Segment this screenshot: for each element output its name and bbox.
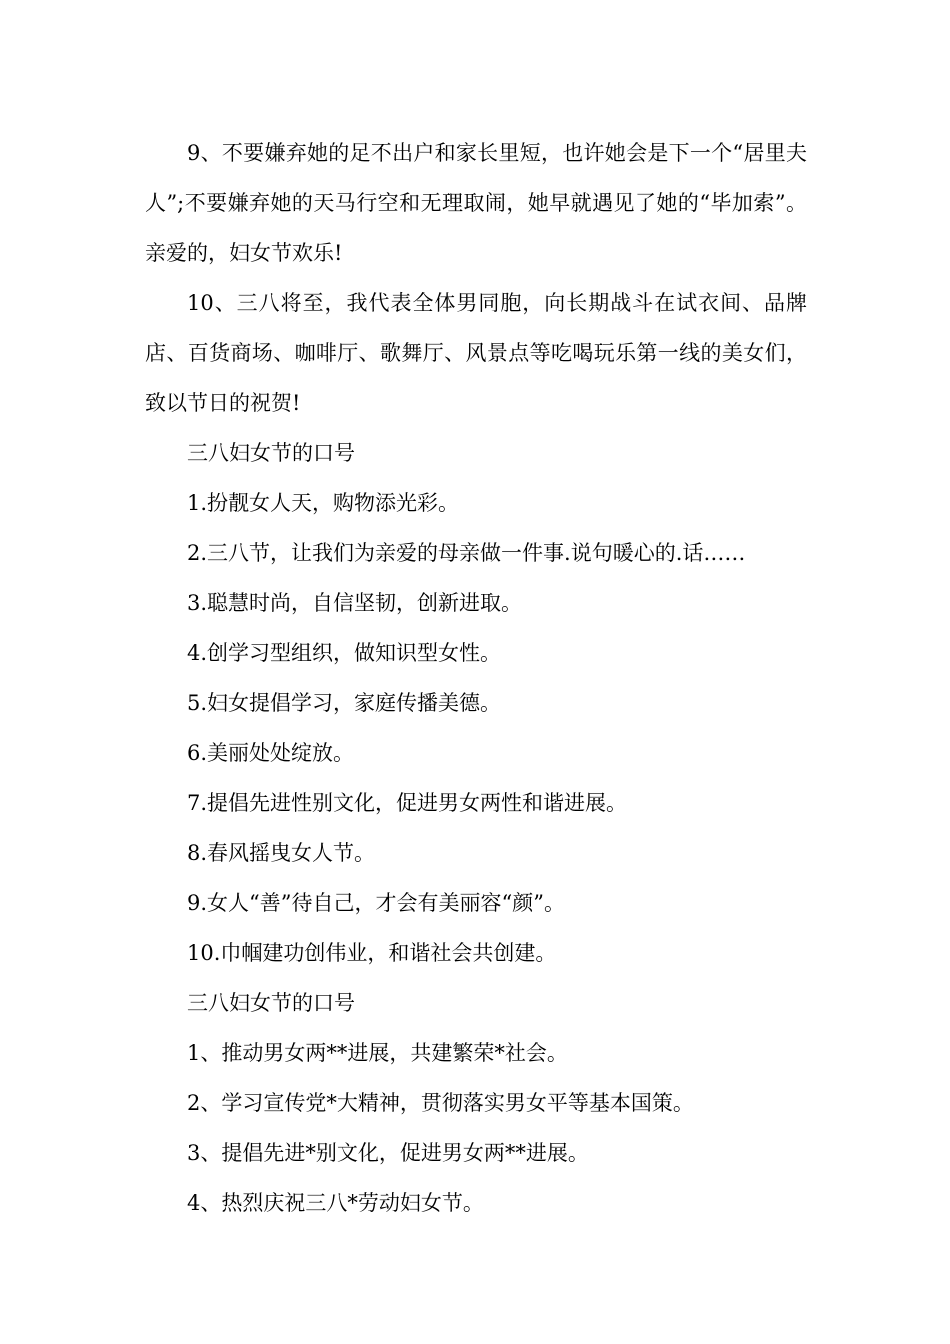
- slogan-item: 5.妇女提倡学习，家庭传播美德。: [187, 691, 502, 715]
- paragraph-wish-10: 10、三八将至，我代表全体男同胞，向长期战斗在试衣间、品牌店、百货商场、咖啡厅、歌舞厅、风景点等吃喝玩乐第一线的美女们，致以节日的祝贺!: [145, 291, 807, 415]
- slogan-item: 6.美丽处处绽放。: [187, 741, 355, 765]
- slogan-item: 7.提倡先进性别文化，促进男女两性和谐进展。: [187, 791, 628, 815]
- slogan-item: 10.巾帼建功创伟业，和谐社会共创建。: [187, 941, 557, 965]
- slogan-item: 1.扮靓女人天，购物添光彩。: [187, 491, 460, 515]
- slogan-item: 3.聪慧时尚，自信坚韧，创新进取。: [187, 591, 523, 615]
- slogan-item: 9.女人“善”待自己，才会有美丽容“颜”。: [187, 891, 565, 915]
- slogan-item: 2、学习宣传党*大精神，贯彻落实男女平等基本国策。: [187, 1091, 694, 1115]
- document-body: [145, 128, 807, 1228]
- paragraph-wish-9: 9、不要嫌弃她的足不出户和家长里短，也许她会是下一个“居里夫人”;不要嫌弃她的天马行空和无理取闹，她早就遇见了她的“毕加索”。亲爱的，妇女节欢乐!: [145, 141, 807, 265]
- slogan-item: 8.春风摇曳女人节。: [187, 841, 376, 865]
- slogan-item: 3、提倡先进*别文化，促进男女两**进展。: [187, 1141, 589, 1165]
- section-heading-slogans-1: 三八妇女节的口号: [187, 441, 355, 465]
- slogan-item: 1、推动男女两**进展，共建繁荣*社会。: [187, 1041, 568, 1065]
- slogan-item: 2.三八节，让我们为亲爱的母亲做一件事.说句暖心的.话……: [187, 541, 746, 565]
- slogan-item: 4.创学习型组织，做知识型女性。: [187, 641, 502, 665]
- section-heading-slogans-2: 三八妇女节的口号: [187, 991, 355, 1015]
- slogan-item: 4、热烈庆祝三八*劳动妇女节。: [187, 1191, 484, 1215]
